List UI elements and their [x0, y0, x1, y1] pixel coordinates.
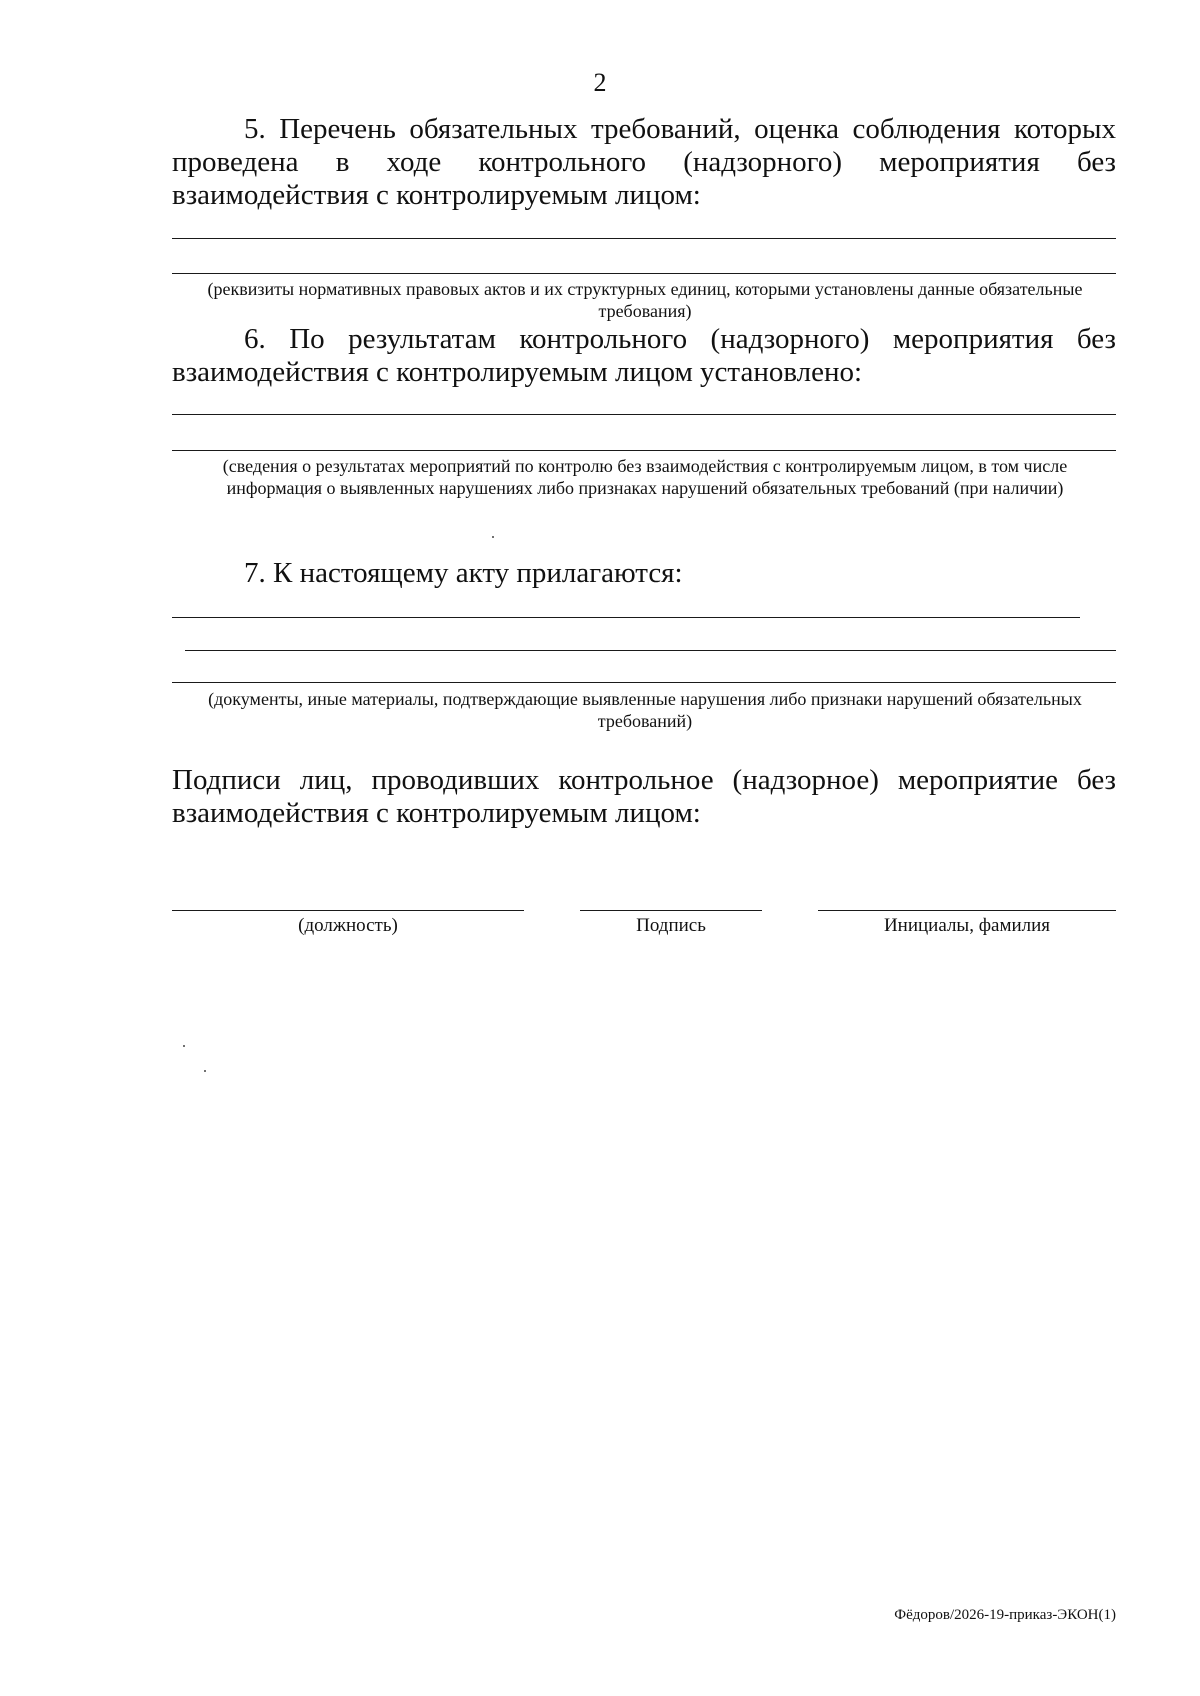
name-line: [818, 910, 1116, 911]
position-label: (должность): [298, 915, 398, 936]
section-5-fill-line-1: [172, 238, 1116, 239]
section-5-text: 5. Перечень обязательных требований, оценка соблюдения которых проведена в ходе контрольного (надзорного) мероприятия без взаимодействия с контролируемым лицом:: [172, 113, 1116, 211]
footer-document-reference: Фёдоров/2026-19-приказ-ЭКОН(1): [894, 1607, 1116, 1623]
section-6-fill-line-2: [172, 450, 1116, 451]
scan-speck: [183, 1045, 185, 1047]
section-6-caption: (сведения о результатах мероприятий по контролю без взаимодействия с контролируемым лицом, в том числе информация о выявленных нарушениях либо признаках нарушений обязательных требований (при наличии): [222, 456, 1068, 498]
signatures-heading: Подписи лиц, проводивших контрольное (надзорное) мероприятие без взаимодействия с контролируемым лицом:: [172, 764, 1116, 829]
section-6-fill-line-1: [172, 414, 1116, 415]
section-7-text: 7. К настоящему акту прилагаются:: [244, 557, 683, 589]
scan-speck: [492, 536, 494, 538]
section-7-fill-line-2: [185, 650, 1116, 651]
section-6-text: 6. По результатам контрольного (надзорного) мероприятия без взаимодействия с контролируемым лицом установлено:: [172, 323, 1116, 388]
page-number: 2: [593, 68, 607, 97]
scan-speck: [204, 1070, 206, 1072]
name-label: Инициалы, фамилия: [883, 915, 1051, 936]
section-5-fill-line-2: [172, 273, 1116, 274]
section-7-fill-line-3: [172, 682, 1116, 683]
position-line: [172, 910, 524, 911]
section-7-caption: (документы, иные материалы, подтверждающие выявленные нарушения либо признаки нарушений обязательных требований): [208, 689, 1082, 731]
signature-line: [580, 910, 762, 911]
signature-label: Подпись: [636, 915, 706, 936]
section-5-caption: (реквизиты нормативных правовых актов и их структурных единиц, которыми установлены данные обязательные требования): [207, 279, 1083, 321]
section-7-fill-line-1: [172, 617, 1080, 618]
